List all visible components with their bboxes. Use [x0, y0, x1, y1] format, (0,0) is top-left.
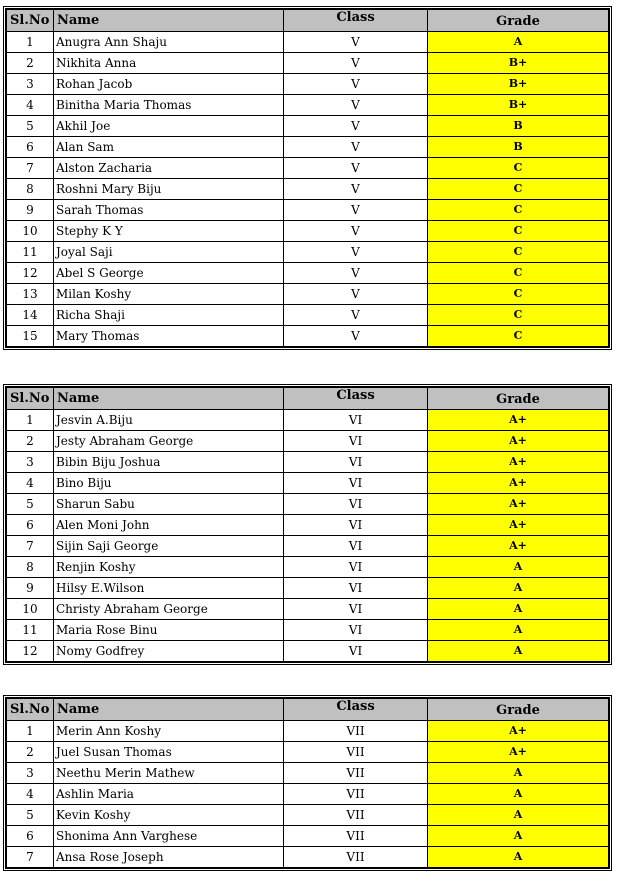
student-name-cell: Bibin Biju Joshua [54, 452, 284, 473]
table-header-row [7, 388, 609, 410]
table-row [7, 74, 609, 95]
class-cell: V [284, 179, 428, 200]
sl-no-cell: 2 [7, 53, 54, 74]
results-table [6, 387, 609, 662]
student-name-cell: Mary Thomas [54, 326, 284, 347]
class-header: Class [284, 699, 428, 721]
student-name-cell: Sharun Sabu [54, 494, 284, 515]
class-cell: VI [284, 578, 428, 599]
grade-cell: A [428, 784, 609, 805]
table-row [7, 200, 609, 221]
grade-table-class-v [3, 6, 612, 350]
student-name-cell: Joyal Saji [54, 242, 284, 263]
student-name-cell: Richa Shaji [54, 305, 284, 326]
sl-no-cell: 5 [7, 116, 54, 137]
student-name-cell: Roshni Mary Biju [54, 179, 284, 200]
table-row [7, 305, 609, 326]
sl-no-cell: 6 [7, 137, 54, 158]
grade-cell: A [428, 763, 609, 784]
student-name-cell: Merin Ann Koshy [54, 721, 284, 742]
class-cell: V [284, 305, 428, 326]
class-cell: V [284, 200, 428, 221]
sl-no-cell: 2 [7, 742, 54, 763]
table-row [7, 641, 609, 662]
grade-cell: C [428, 263, 609, 284]
sl-no-cell: 6 [7, 515, 54, 536]
table-row [7, 826, 609, 847]
sl-no-cell: 8 [7, 179, 54, 200]
sl-no-cell: 6 [7, 826, 54, 847]
student-name-cell: Alan Sam [54, 137, 284, 158]
grade-cell: C [428, 221, 609, 242]
class-cell: V [284, 326, 428, 347]
table-row [7, 431, 609, 452]
table-row [7, 53, 609, 74]
student-name-cell: Juel Susan Thomas [54, 742, 284, 763]
grade-cell: B [428, 116, 609, 137]
table-row [7, 578, 609, 599]
name-header: Name [54, 10, 284, 32]
table-row [7, 221, 609, 242]
student-name-cell: Abel S George [54, 263, 284, 284]
table-row [7, 473, 609, 494]
class-cell: VII [284, 763, 428, 784]
student-name-cell: Shonima Ann Varghese [54, 826, 284, 847]
sl-no-header: Sl.No [7, 10, 54, 32]
sl-no-cell: 13 [7, 284, 54, 305]
grade-cell: B+ [428, 53, 609, 74]
student-name-cell: Christy Abraham George [54, 599, 284, 620]
table-row [7, 599, 609, 620]
grade-cell: A+ [428, 494, 609, 515]
student-name-cell: Binitha Maria Thomas [54, 95, 284, 116]
class-header: Class [284, 388, 428, 410]
grade-table-class-vi [3, 384, 612, 665]
table-row [7, 32, 609, 53]
class-cell: VI [284, 452, 428, 473]
grade-cell: A+ [428, 536, 609, 557]
grade-cell: A+ [428, 515, 609, 536]
class-cell: V [284, 95, 428, 116]
grade-cell: A [428, 32, 609, 53]
grade-cell: A+ [428, 431, 609, 452]
grade-cell: C [428, 284, 609, 305]
table-row [7, 784, 609, 805]
class-cell: VI [284, 431, 428, 452]
student-name-cell: Neethu Merin Mathew [54, 763, 284, 784]
sl-no-cell: 12 [7, 641, 54, 662]
class-cell: VI [284, 557, 428, 578]
class-cell: V [284, 242, 428, 263]
student-name-cell: Sijin Saji George [54, 536, 284, 557]
table-row [7, 263, 609, 284]
table-row [7, 95, 609, 116]
table-header-row [7, 10, 609, 32]
sl-no-cell: 1 [7, 721, 54, 742]
grade-cell: C [428, 326, 609, 347]
sl-no-cell: 11 [7, 620, 54, 641]
student-name-cell: Nikhita Anna [54, 53, 284, 74]
student-name-cell: Jesty Abraham George [54, 431, 284, 452]
class-cell: VI [284, 620, 428, 641]
sl-no-cell: 12 [7, 263, 54, 284]
class-cell: VII [284, 847, 428, 868]
table-row [7, 536, 609, 557]
student-name-cell: Renjin Koshy [54, 557, 284, 578]
results-table [6, 9, 609, 347]
grade-cell: A [428, 599, 609, 620]
student-name-cell: Bino Biju [54, 473, 284, 494]
class-cell: V [284, 53, 428, 74]
sl-no-cell: 3 [7, 452, 54, 473]
student-name-cell: Akhil Joe [54, 116, 284, 137]
table-body [7, 721, 609, 868]
class-cell: V [284, 221, 428, 242]
grade-cell: A [428, 826, 609, 847]
student-name-cell: Anugra Ann Shaju [54, 32, 284, 53]
table-row [7, 620, 609, 641]
grade-table-class-vii [3, 695, 612, 871]
sl-no-cell: 7 [7, 536, 54, 557]
sl-no-cell: 3 [7, 74, 54, 95]
grade-cell: A+ [428, 742, 609, 763]
student-name-cell: Kevin Koshy [54, 805, 284, 826]
sl-no-cell: 9 [7, 578, 54, 599]
student-name-cell: Hilsy E.Wilson [54, 578, 284, 599]
grade-cell: A [428, 805, 609, 826]
class-cell: VI [284, 494, 428, 515]
sl-no-cell: 4 [7, 95, 54, 116]
student-name-cell: Jesvin A.Biju [54, 410, 284, 431]
grade-cell: C [428, 179, 609, 200]
sl-no-cell: 10 [7, 221, 54, 242]
grade-cell: A+ [428, 721, 609, 742]
grade-header: Grade [428, 388, 609, 410]
student-name-cell: Ashlin Maria [54, 784, 284, 805]
grade-cell: C [428, 305, 609, 326]
table-row [7, 116, 609, 137]
sl-no-cell: 7 [7, 847, 54, 868]
sl-no-header: Sl.No [7, 388, 54, 410]
table-row [7, 452, 609, 473]
name-header: Name [54, 699, 284, 721]
sl-no-cell: 2 [7, 431, 54, 452]
student-name-cell: Alston Zacharia [54, 158, 284, 179]
table-row [7, 763, 609, 784]
class-cell: V [284, 74, 428, 95]
sl-no-cell: 1 [7, 410, 54, 431]
grade-cell: A+ [428, 410, 609, 431]
sl-no-cell: 4 [7, 473, 54, 494]
class-cell: V [284, 263, 428, 284]
table-row [7, 847, 609, 868]
student-name-cell: Rohan Jacob [54, 74, 284, 95]
grade-cell: C [428, 200, 609, 221]
student-name-cell: Milan Koshy [54, 284, 284, 305]
sl-no-cell: 10 [7, 599, 54, 620]
grade-cell: A [428, 847, 609, 868]
table-row [7, 805, 609, 826]
table-row [7, 242, 609, 263]
grade-cell: C [428, 158, 609, 179]
table-row [7, 284, 609, 305]
class-cell: VI [284, 515, 428, 536]
class-cell: V [284, 32, 428, 53]
table-row [7, 137, 609, 158]
grade-cell: B+ [428, 95, 609, 116]
results-table [6, 698, 609, 868]
class-cell: VII [284, 742, 428, 763]
table-row [7, 494, 609, 515]
sl-no-cell: 5 [7, 494, 54, 515]
student-name-cell: Nomy Godfrey [54, 641, 284, 662]
name-header: Name [54, 388, 284, 410]
class-cell: VI [284, 599, 428, 620]
sl-no-cell: 5 [7, 805, 54, 826]
grade-cell: A [428, 641, 609, 662]
table-row [7, 326, 609, 347]
grade-cell: A [428, 620, 609, 641]
sl-no-cell: 3 [7, 763, 54, 784]
grade-cell: B+ [428, 74, 609, 95]
table-body [7, 32, 609, 347]
student-name-cell: Maria Rose Binu [54, 620, 284, 641]
class-cell: V [284, 137, 428, 158]
sl-no-cell: 14 [7, 305, 54, 326]
grade-header: Grade [428, 10, 609, 32]
class-cell: VI [284, 473, 428, 494]
student-name-cell: Stephy K Y [54, 221, 284, 242]
sl-no-header: Sl.No [7, 699, 54, 721]
table-row [7, 410, 609, 431]
sl-no-cell: 9 [7, 200, 54, 221]
class-cell: V [284, 158, 428, 179]
class-cell: V [284, 116, 428, 137]
sl-no-cell: 4 [7, 784, 54, 805]
table-row [7, 742, 609, 763]
table-row [7, 721, 609, 742]
student-name-cell: Sarah Thomas [54, 200, 284, 221]
sl-no-cell: 15 [7, 326, 54, 347]
table-body [7, 410, 609, 662]
grade-cell: A+ [428, 452, 609, 473]
grade-cell: A [428, 557, 609, 578]
class-cell: VII [284, 721, 428, 742]
student-name-cell: Ansa Rose Joseph [54, 847, 284, 868]
grade-cell: A+ [428, 473, 609, 494]
class-cell: V [284, 284, 428, 305]
sl-no-cell: 8 [7, 557, 54, 578]
class-cell: VII [284, 805, 428, 826]
grade-cell: B [428, 137, 609, 158]
table-row [7, 557, 609, 578]
class-cell: VII [284, 826, 428, 847]
sl-no-cell: 11 [7, 242, 54, 263]
table-row [7, 158, 609, 179]
table-header-row [7, 699, 609, 721]
grade-header: Grade [428, 699, 609, 721]
table-row [7, 515, 609, 536]
class-cell: VI [284, 410, 428, 431]
grade-cell: C [428, 242, 609, 263]
student-name-cell: Alen Moni John [54, 515, 284, 536]
table-row [7, 179, 609, 200]
sl-no-cell: 7 [7, 158, 54, 179]
class-cell: VI [284, 536, 428, 557]
grade-cell: A [428, 578, 609, 599]
sl-no-cell: 1 [7, 32, 54, 53]
class-cell: VI [284, 641, 428, 662]
class-cell: VII [284, 784, 428, 805]
class-header: Class [284, 10, 428, 32]
